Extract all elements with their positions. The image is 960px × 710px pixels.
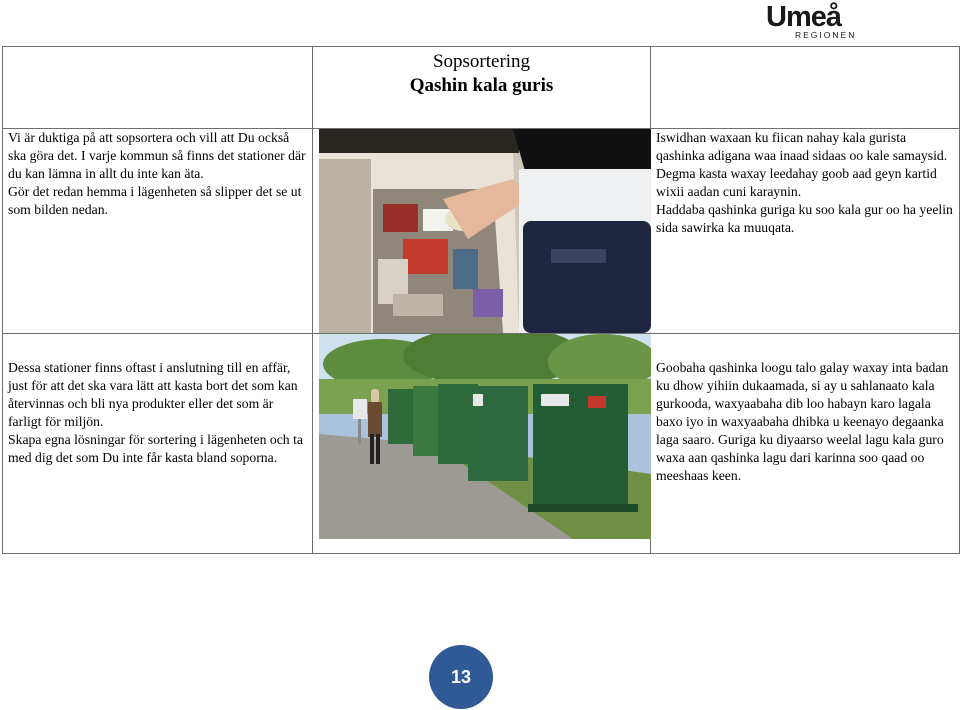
somali-text-cell (651, 129, 960, 334)
empty-cell (651, 47, 960, 129)
content-row-1 (3, 129, 960, 334)
station-image-cell (313, 334, 651, 554)
paragraph: Gör det redan hemma i lägenheten så slipper det se ut som bilden nedan. (8, 184, 302, 217)
paragraph: Iswidhan waxaan ku fiican nahay kala gurista qashinka adigana waa inaad sidaas oo kale samaysid. Degma kasta waxay leedahay goob aad geyn kartid wixii aadan cuni karaynin. (656, 130, 948, 199)
page-title (313, 47, 651, 129)
logo-wordmark: Umeå (766, 1, 841, 33)
logo-subtitle: REGIONEN (795, 30, 857, 40)
empty-cell (3, 47, 313, 129)
paragraph: Skapa egna lösningar för sortering i lägenheten och ta med dig det som Du inte får kasta bland soporna. (8, 432, 303, 465)
recycling-station-photo (313, 334, 651, 539)
title-swedish: Sopsortering (432, 51, 531, 72)
paragraph: Vi är duktiga på att sopsortera och vill att Du också ska göra det. I varje kommun så finns det stationer där du kan lämna in allt du inte kan äta. (8, 130, 306, 181)
paragraph: Dessa stationer finns oftast i anslutning till en affär, just för att det ska vara lätt att kasta bort det som kan återvinnas och bli nya produkter eller det som är farligt för miljön. (8, 360, 298, 429)
trash-under-sink-photo (313, 129, 651, 333)
content-table (2, 46, 960, 554)
somali-text-cell (651, 334, 960, 554)
swedish-text-cell (3, 334, 313, 554)
content-row-2 (3, 334, 960, 554)
paragraph: Haddaba qashinka guriga ku soo kala gur oo ha yeelin sida sawirka ka muuqata. (656, 202, 953, 235)
title-row (3, 47, 960, 129)
umea-regionen-logo (766, 2, 856, 42)
paragraph: Goobaha qashinka loogu talo galay waxay inta badan ku dhow yihiin dukaamada, si ay u sahlanaato kala gurkooda, waxyaabaha dib loo habayn karo lagala baxo iyo in waxyaabaha dhibka u keenayo degaanka laga saaro. Guriga ku diyaarso weelal lagu kala guro waxa aan qashinka lagu dari karinna soo qaad oo meeshaas keen. (656, 360, 949, 483)
page-number-badge: 13 (429, 645, 493, 709)
title-somali: Qashin kala guris (409, 75, 554, 96)
sink-image-cell (313, 129, 651, 334)
swedish-text-cell (3, 129, 313, 334)
